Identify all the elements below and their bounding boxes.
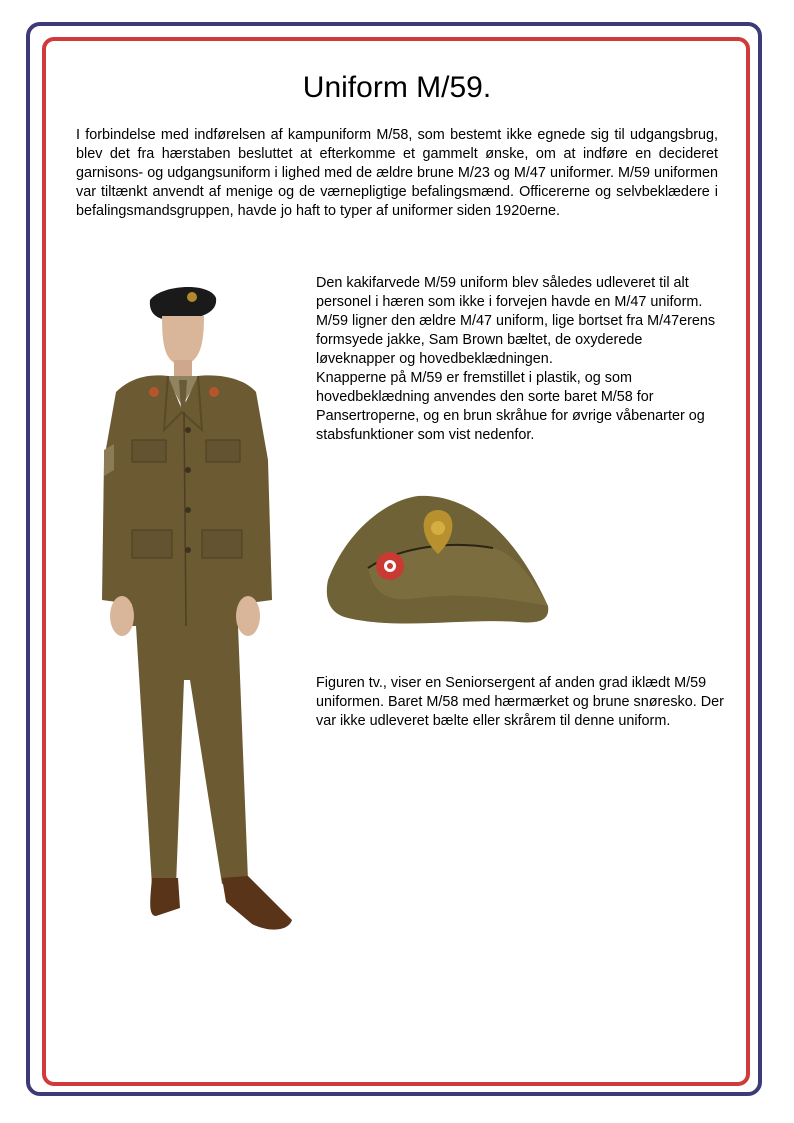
mannequin-head <box>162 316 204 366</box>
mannequin-neck <box>174 360 192 378</box>
left-lower-pocket <box>132 530 172 558</box>
side-cap-photo <box>318 488 558 638</box>
left-brown-shoe <box>150 878 180 916</box>
description-para-1: Den kakifarvede M/59 uniform blev således udleveret til alt personel i hæren som ikke i forvejen havde en M/47 uniform. <box>316 275 703 310</box>
uniform-description <box>316 274 724 445</box>
description-para-2: M/59 ligner den ældre M/47 uniform, lige bortset fra M/47erens formsyede jakke, Sam Brown bæltet, de oxyderede løveknapper og hovedbeklædningen. <box>316 313 716 367</box>
description-para-3: Knapperne på M/59 er fremstillet i plastik, og som hovedbeklædning anvendes den sorte baret M/58 for Pansertroperne, og en brun skråhue for øvrige våbenarter og stabsfunktioner som vist nedenfor. <box>316 370 705 443</box>
right-lower-pocket <box>202 530 242 558</box>
uniform-trousers <box>136 626 248 886</box>
beret-badge <box>187 292 197 302</box>
collar-badge-right <box>209 387 219 397</box>
page-title: Uniform M/59. <box>302 71 492 104</box>
right-breast-pocket <box>206 440 240 462</box>
caption-para: Figuren tv., viser en Seniorsergent af anden grad iklædt M/59 uniformen. Baret M/58 med hærmærket og brune snøresko. Der var ikke udleveret bælte eller skrårem til denne uniform. <box>316 675 724 729</box>
left-hand <box>110 596 134 636</box>
black-beret <box>150 287 216 321</box>
intro-paragraph: I forbindelse med indførelsen af kampuniform M/58, som bestemt ikke egnede sig til udgangsbrug, blev det fra hærstaben besluttet at efterkomme et gammelt ønske, om at indføre en decideret garnisons- og udgangsuniform i lighed med de ældre brune M/23 og M/47 uniformer. M/59 uniformen var tiltænkt anvendt af menige og de værnepligtige befalingsmænd. Officererne og selvbeklædere i befalingsmandsgruppen, havde jo haft to typer af uniformer siden 1920erne. <box>76 127 718 219</box>
figure-caption <box>316 674 724 731</box>
uniform-jacket <box>102 375 272 626</box>
left-breast-pocket <box>132 440 166 462</box>
collar-badge-left <box>149 387 159 397</box>
right-brown-shoe <box>222 876 292 930</box>
right-hand <box>236 596 260 636</box>
uniform-mannequin-photo <box>92 280 304 940</box>
